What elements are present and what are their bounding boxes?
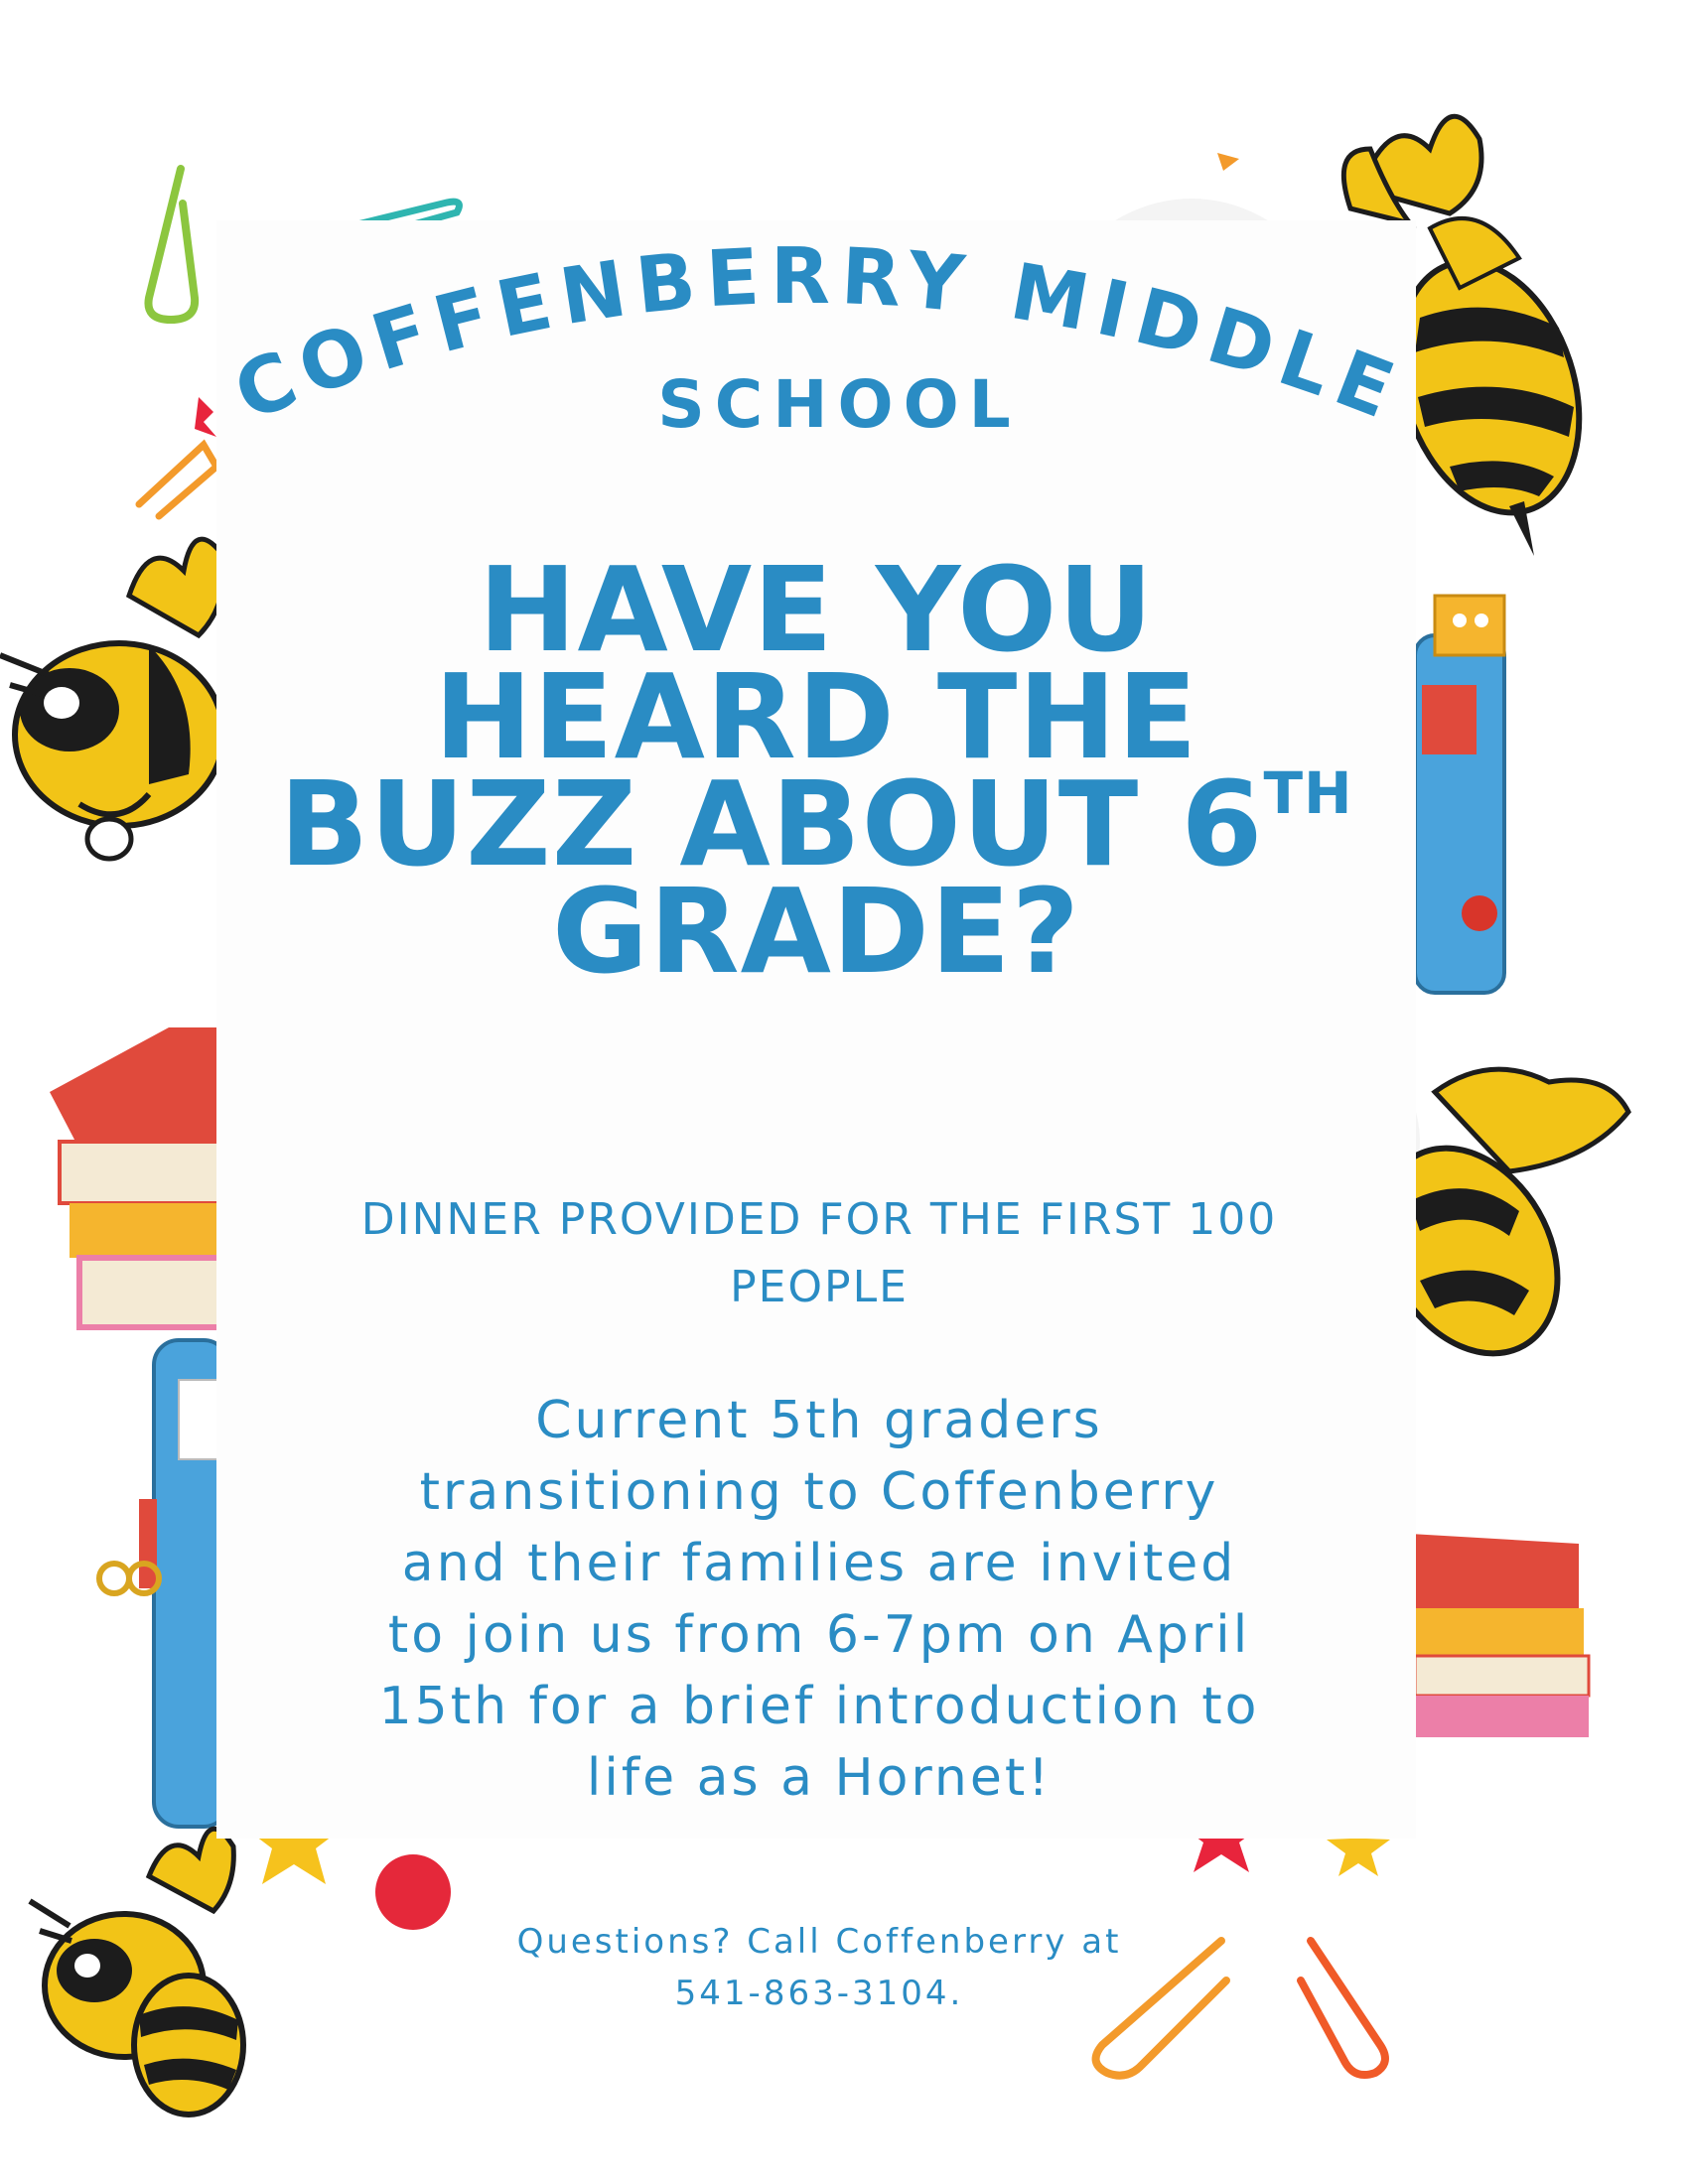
invitation-line-1: Current 5th graders <box>535 1391 1103 1450</box>
dinner-notice <box>248 1186 1390 1321</box>
dinner-line-1: DINNER PROVIDED FOR THE FIRST 100 <box>360 1194 1278 1245</box>
dinner-line-2: PEOPLE <box>730 1262 909 1312</box>
invitation-line-2: transitioning to Coffenberry <box>419 1462 1219 1522</box>
invitation-line-6: life as a Hornet! <box>586 1748 1053 1808</box>
ordinal-superscript: TH <box>1263 759 1353 827</box>
phone-number: 541-863-3104. <box>674 1974 964 2013</box>
headline-line-3-text: BUZZ ABOUT 6 <box>279 755 1264 892</box>
questions-line: Questions? Call Coffenberry at <box>516 1922 1122 1962</box>
headline-line-1: HAVE YOU <box>478 541 1155 678</box>
invitation-text <box>248 1385 1390 1814</box>
contact-info <box>328 1916 1311 2019</box>
invitation-line-3: and their families are invited <box>401 1534 1237 1593</box>
school-name-line2: SCHOOL <box>657 366 1021 443</box>
headline-line-4: GRADE? <box>551 863 1081 1000</box>
invitation-line-4: to join us from 6-7pm on April <box>387 1605 1251 1665</box>
headline-line-2: HEARD THE <box>434 648 1198 785</box>
headline-line-3 <box>216 755 1416 892</box>
headline <box>216 541 1416 1000</box>
invitation-line-5: 15th for a brief introduction to <box>378 1677 1260 1736</box>
school-name-line1: COFFENBERRY MIDDLE <box>222 231 1414 440</box>
